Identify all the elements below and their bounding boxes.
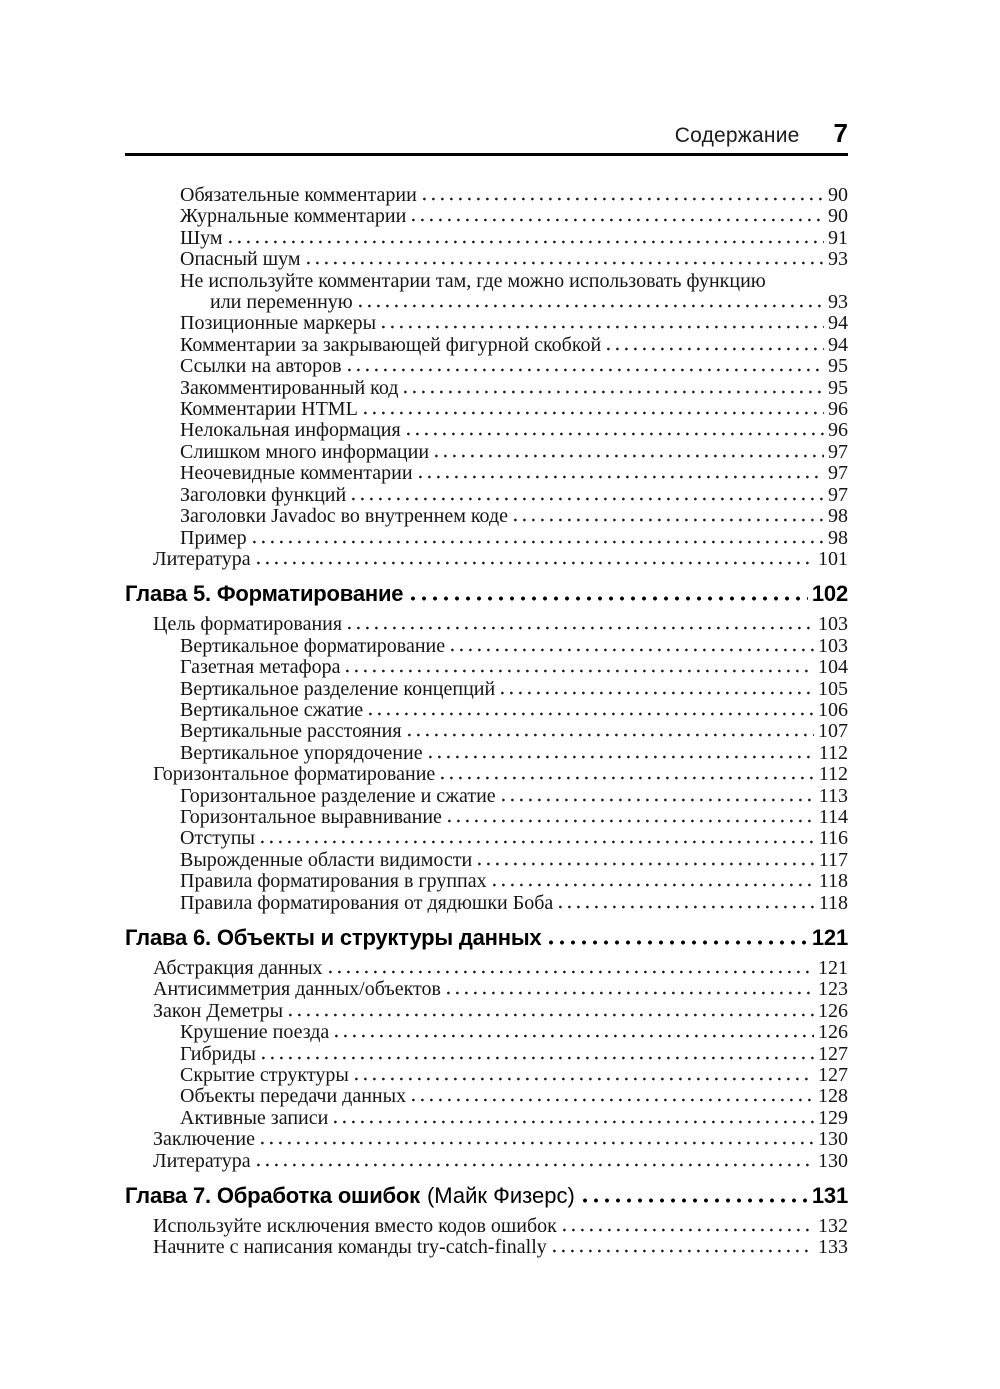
toc-chapter-row (125, 925, 848, 951)
toc-list (125, 185, 848, 1259)
dot-leader (441, 776, 814, 780)
dot-leader (412, 1098, 814, 1102)
toc-item-row (125, 1044, 848, 1065)
toc-entry-title: Неочевидные комментарии (180, 462, 413, 485)
toc-item-row (125, 271, 848, 292)
dot-leader (346, 669, 814, 673)
toc-entry-title: Вертикальные расстояния (180, 720, 402, 743)
toc-entry-title: Цель форматирования (153, 613, 343, 636)
chapter-title: Глава 6. Объекты и структуры данных (125, 925, 542, 950)
toc-entry-title: Крушение поезда (180, 1021, 330, 1044)
toc-entry-title: Начните с написания команды try-catch-finally (153, 1236, 547, 1259)
toc-item-row (125, 1022, 848, 1043)
toc-page-number: 121 (818, 957, 848, 979)
toc-chapter-row (125, 581, 848, 607)
toc-item-row (125, 485, 848, 506)
toc-item-row (125, 850, 848, 871)
toc-item-row (125, 292, 848, 313)
dot-leader (404, 390, 824, 394)
toc-item-row (125, 786, 848, 807)
dot-leader (359, 304, 824, 308)
toc-page-number: 95 (828, 355, 848, 378)
toc-item-row (125, 442, 848, 463)
toc-item-row (125, 1065, 848, 1086)
dot-leader (501, 691, 814, 695)
dot-leader (549, 940, 807, 945)
dot-leader (583, 1198, 808, 1203)
toc-page-number: 101 (818, 547, 848, 570)
toc-page-number: 102 (811, 581, 848, 607)
toc-page-number: 97 (828, 462, 848, 485)
toc-entry-title: Вырожденные области видимости (180, 848, 473, 871)
toc-page-number: 116 (818, 827, 848, 850)
toc-entry-title: Нелокальная информация (180, 419, 401, 442)
dot-leader (412, 218, 824, 222)
toc-page-number: 96 (828, 398, 848, 421)
toc-page-number: 98 (828, 526, 848, 549)
toc-entry-title: Вертикальное сжатие (180, 698, 364, 721)
toc-entry-title: Журнальные комментарии (180, 205, 407, 228)
dot-leader (352, 497, 824, 501)
dot-leader (502, 798, 815, 802)
toc-entry-title: Ссылки на авторов (180, 355, 342, 378)
toc-entry-title: Слишком много информации (180, 440, 430, 463)
toc-entry-title: Горизонтальное разделение и сжатие (180, 784, 496, 807)
toc-item-row (125, 399, 848, 420)
toc-entry-title: Опасный шум (180, 248, 301, 271)
toc-page-number: 126 (818, 1021, 848, 1044)
toc-entry-title: Комментарии за закрывающей фигурной скобкой (180, 333, 602, 356)
toc-item-row (125, 313, 848, 334)
dot-leader (563, 1228, 814, 1232)
dot-leader (435, 454, 824, 458)
toc-entry-title: Пример (180, 526, 247, 549)
dot-leader (369, 712, 814, 716)
toc-item-row (125, 1216, 848, 1237)
dot-leader (423, 197, 824, 201)
toc-entry-title: Заголовки Javadoc во внутреннем коде (180, 505, 509, 528)
toc-page-number: 112 (818, 741, 848, 764)
toc-entry-title: Заключение (153, 1128, 255, 1151)
running-head-title: Содержание (674, 124, 800, 147)
toc-page-number: 105 (818, 677, 848, 700)
toc-page-number: 113 (818, 784, 848, 807)
dot-leader (478, 862, 815, 866)
dot-leader (289, 1013, 814, 1017)
toc-item-row (125, 871, 848, 892)
dot-leader (253, 540, 824, 544)
dot-leader (335, 1034, 814, 1038)
dot-leader (348, 626, 814, 630)
toc-entry-title: Используйте исключения вместо кодов ошибок (153, 1215, 557, 1238)
toc-item-row (125, 335, 848, 356)
toc-item-row (125, 1108, 848, 1129)
dot-leader (329, 970, 814, 974)
toc-item-row (125, 979, 848, 1000)
toc-chapter-row (125, 1183, 848, 1209)
toc-page-number: 130 (818, 1128, 848, 1151)
toc-item-row (125, 185, 848, 206)
dot-leader (334, 1120, 814, 1124)
running-head (125, 118, 848, 149)
toc-item-row (125, 206, 848, 227)
toc-page-number: 112 (818, 763, 848, 786)
toc-item-row (125, 356, 848, 377)
toc-page-number: 131 (811, 1183, 848, 1209)
toc-page-number: 97 (828, 483, 848, 506)
toc-page-number: 114 (818, 805, 848, 828)
toc-page-number: 95 (828, 376, 848, 399)
toc-page-number: 123 (818, 978, 848, 1001)
toc-entry-title: Закомментированный код (180, 376, 399, 399)
toc-page-number: 107 (818, 720, 848, 743)
toc-item-row (125, 506, 848, 527)
toc-entry-title: Шум (180, 226, 223, 249)
toc-item-row (125, 1151, 848, 1172)
toc-entry-title: Заголовки функций (180, 483, 347, 506)
toc-page-number: 127 (818, 1042, 848, 1065)
dot-leader (408, 733, 814, 737)
toc-page-number: 106 (818, 698, 848, 721)
toc-entry-title: Скрытие структуры (180, 1064, 349, 1087)
dot-leader (493, 883, 815, 887)
toc-item-row (125, 1129, 848, 1150)
toc-entry-title: Не используйте комментарии там, где можно использовать функцию (180, 269, 766, 292)
dot-leader (261, 1141, 814, 1145)
toc-page-number: 90 (828, 205, 848, 228)
chapter-title: Глава 7. Обработка ошибок (125, 1183, 420, 1209)
toc-entry-title: Активные записи (180, 1106, 329, 1129)
toc-entry-title: Литература (153, 547, 251, 570)
dot-leader (451, 648, 814, 652)
dot-leader (407, 432, 824, 436)
dot-leader (348, 368, 824, 372)
toc-page-number: 94 (828, 333, 848, 356)
toc-entry-title: Вертикальное разделение концепций (180, 677, 496, 700)
dot-leader (355, 1077, 814, 1081)
toc-item-row (125, 249, 848, 270)
toc-item-row (125, 1001, 848, 1022)
toc-page-number: 130 (818, 1149, 848, 1172)
toc-item-row (125, 679, 848, 700)
toc-page-number: 132 (818, 1215, 848, 1238)
dot-leader (448, 819, 815, 823)
toc-page-number: 133 (818, 1236, 848, 1259)
toc-entry-title: Обязательные комментарии (180, 184, 417, 206)
toc-item-row (125, 420, 848, 441)
dot-leader (307, 261, 824, 265)
toc-entry-title: Абстракция данных (153, 957, 323, 979)
dot-leader (364, 411, 824, 415)
dot-leader (514, 518, 824, 522)
dot-leader (257, 1163, 814, 1167)
toc-item-row (125, 700, 848, 721)
toc-entry-title: Правила форматирования от дядюшки Боба (180, 891, 554, 914)
toc-item-row (125, 1086, 848, 1107)
toc-page-number: 128 (818, 1085, 848, 1108)
toc-entry-title: Отступы (180, 827, 255, 850)
toc-page-number: 103 (818, 634, 848, 657)
toc-item-row (125, 958, 848, 979)
toc-page-number: 104 (818, 656, 848, 679)
dot-leader (229, 240, 824, 244)
dot-leader (262, 1056, 814, 1060)
toc-page-number: 121 (811, 925, 848, 950)
toc-entry-title: Литература (153, 1149, 251, 1172)
toc-page-number: 97 (828, 440, 848, 463)
toc-entry-title: Правила форматирования в группах (180, 870, 487, 893)
toc-page-number: 118 (818, 870, 848, 893)
toc-page-number: 117 (818, 848, 848, 871)
toc-page-number: 94 (828, 312, 848, 335)
toc-item-row (125, 228, 848, 249)
toc-page-number: 127 (818, 1064, 848, 1087)
toc-page-number: 90 (828, 184, 848, 206)
toc-entry-title: Гибриды (180, 1042, 256, 1065)
toc-item-row (125, 463, 848, 484)
toc-item-row (125, 743, 848, 764)
dot-leader (411, 596, 808, 601)
toc-page-number: 93 (828, 248, 848, 271)
chapter-title: Глава 5. Форматирование (125, 581, 404, 607)
header-rule (125, 153, 848, 156)
toc-item-row (125, 528, 848, 549)
toc-page-number: 91 (828, 226, 848, 249)
toc-item-row (125, 721, 848, 742)
dot-leader (559, 905, 814, 909)
dot-leader (553, 1249, 814, 1253)
toc-item-row (125, 764, 848, 785)
toc-page-number: 98 (828, 505, 848, 528)
dot-leader (607, 347, 824, 351)
page-number: 7 (833, 118, 848, 148)
toc-entry-title: Горизонтальное форматирование (153, 763, 436, 786)
toc-item-row (125, 378, 848, 399)
toc-item-row (125, 1237, 848, 1258)
toc-entry-title: Вертикальное упорядочение (180, 741, 423, 764)
toc-entry-title: или переменную (210, 291, 353, 314)
toc-entry-title: Объекты передачи данных (180, 1085, 407, 1108)
toc-page-number: 103 (818, 613, 848, 636)
dot-leader (261, 840, 815, 844)
dot-leader (429, 755, 815, 759)
toc-entry-title: Горизонтальное выравнивание (180, 805, 442, 828)
toc-page-number: 96 (828, 419, 848, 442)
toc-item-row (125, 807, 848, 828)
toc-entry-title: Позиционные маркеры (180, 312, 377, 335)
dot-leader (382, 325, 824, 329)
toc-entry-title: Антисимметрия данных/объектов (153, 978, 441, 1001)
toc-entry-title: Газетная метафора (180, 656, 341, 679)
toc-page-number: 126 (818, 999, 848, 1022)
toc-item-row (125, 893, 848, 914)
toc-page-number: 118 (818, 891, 848, 914)
toc-item-row (125, 828, 848, 849)
toc-page-number: 93 (828, 291, 848, 314)
toc-item-row (125, 614, 848, 635)
toc-entry-title: Вертикальное форматирование (180, 634, 446, 657)
chapter-title-suffix: (Майк Физерс) (426, 1183, 575, 1209)
dot-leader (419, 475, 824, 479)
dot-leader (447, 991, 814, 995)
toc-item-row (125, 636, 848, 657)
toc-item-row (125, 657, 848, 678)
toc-item-row (125, 549, 848, 570)
toc-page-number: 129 (818, 1106, 848, 1129)
dot-leader (257, 561, 814, 565)
toc-entry-title: Закон Деметры (153, 999, 284, 1022)
toc-entry-title: Комментарии HTML (180, 398, 358, 421)
